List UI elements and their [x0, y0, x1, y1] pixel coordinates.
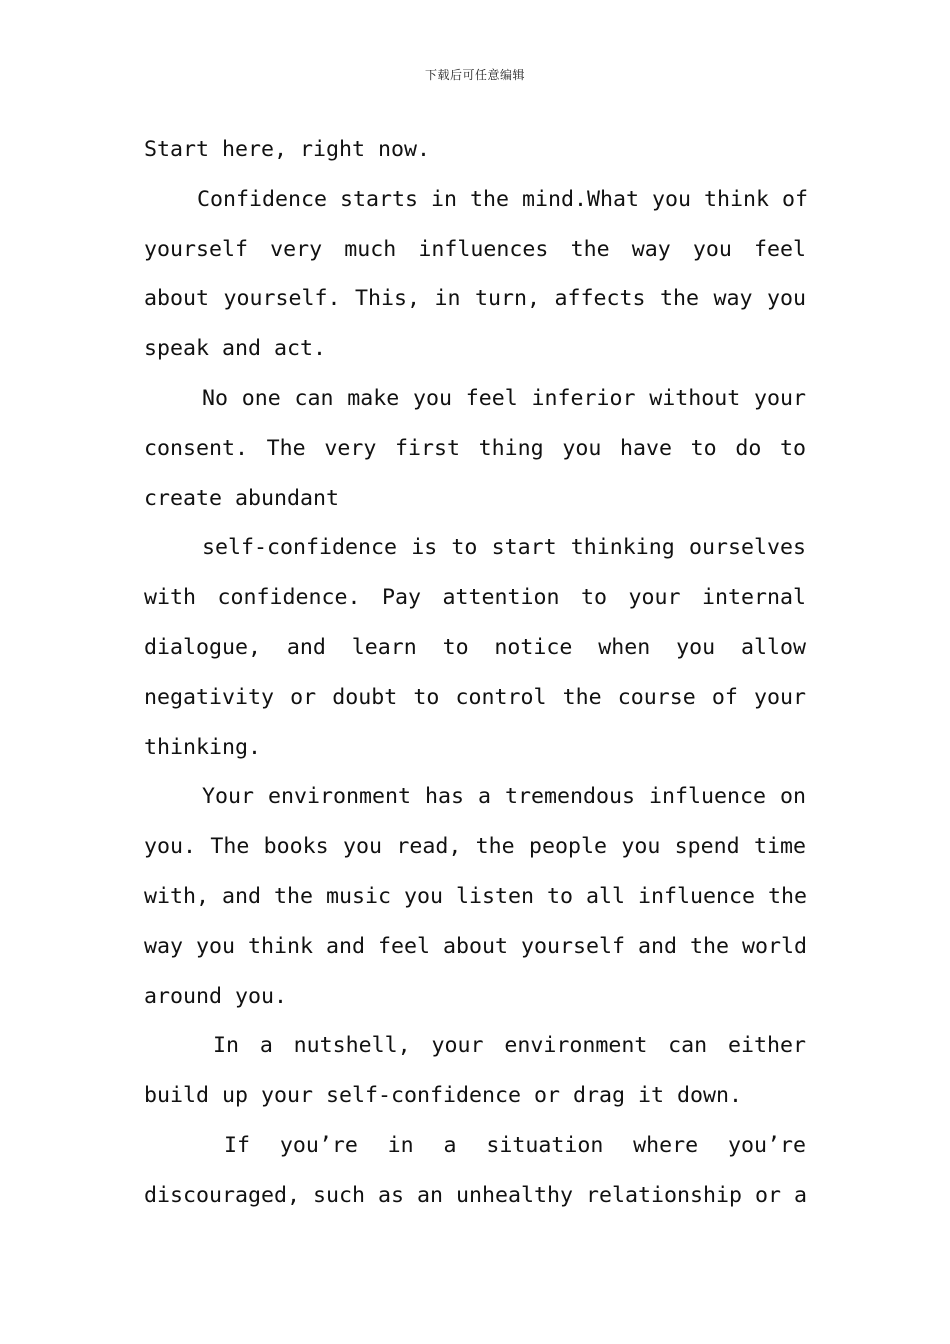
text-line: If you’re in a situation where you’re	[224, 1132, 806, 1158]
paragraph-inferior	[144, 374, 806, 523]
text-line: dialogue, and learn to notice when you allow	[144, 634, 806, 660]
paragraph-nutshell	[144, 1021, 806, 1121]
text-line: Your environment has a tremendous influence on	[202, 784, 806, 810]
text-line: consent. The very first thing you have to do to	[144, 435, 806, 461]
text-line: negativity or doubt to control the course of your	[144, 684, 806, 710]
text-line: with confidence. Pay attention to your internal	[144, 585, 806, 611]
text-line: Confidence starts in the mind.What you think of	[197, 186, 809, 212]
text-line: speak and act.	[144, 336, 327, 362]
text-line: In a nutshell, your environment can either	[213, 1033, 806, 1059]
paragraph-situation	[144, 1121, 806, 1221]
text-line: build up your self-confidence or drag it down.	[144, 1083, 743, 1109]
text-line: thinking.	[144, 734, 262, 760]
paragraph-start-here	[144, 125, 806, 175]
text-line: about yourself. This, in turn, affects the way you	[144, 286, 806, 312]
paragraph-confidence	[144, 175, 809, 374]
text-line: you. The books you read, the people you spend time	[144, 834, 806, 860]
document-body	[144, 125, 809, 1221]
paragraph-self-confidence	[144, 523, 806, 772]
text-line: around you.	[144, 983, 288, 1009]
text-line: with, and the music you listen to all influence the	[144, 883, 808, 909]
text-line: create abundant	[144, 485, 340, 511]
text-line: yourself very much influences the way you feel	[144, 236, 806, 262]
text-line: discouraged, such as an unhealthy relationship or a	[144, 1182, 808, 1208]
page-header: 下载后可任意编辑	[424, 68, 525, 82]
paragraph-environment	[144, 772, 806, 1021]
text-line: self-confidence is to start thinking ourselves	[202, 535, 806, 561]
text-line: way you think and feel about yourself and the world	[144, 933, 808, 959]
text-line: Start here, right now.	[144, 137, 431, 162]
text-line: No one can make you feel inferior without your	[202, 385, 806, 411]
